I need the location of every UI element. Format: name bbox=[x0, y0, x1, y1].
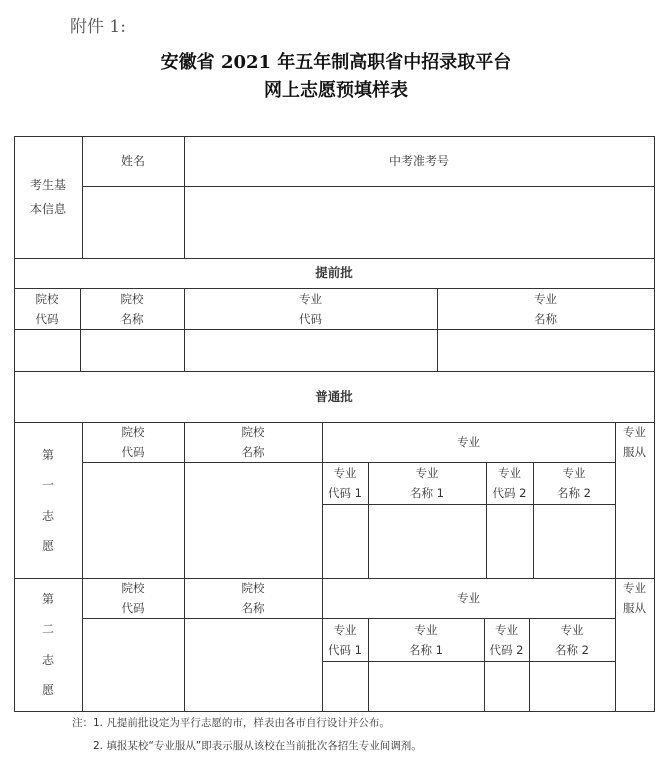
header-line: 名称 bbox=[120, 311, 144, 326]
attachment-label: 附件 1: bbox=[70, 17, 126, 37]
second-major-name1-field[interactable] bbox=[369, 662, 483, 710]
basic-info-label bbox=[14, 136, 82, 258]
header-line: 院校 bbox=[121, 425, 145, 439]
second-major-code2-field[interactable] bbox=[485, 662, 528, 710]
header-line: 代码 bbox=[121, 601, 145, 615]
first-school-code-field[interactable] bbox=[83, 463, 183, 577]
header-line: 服从 bbox=[623, 445, 646, 459]
exam-number-label-text: 中考准考号 bbox=[388, 154, 449, 168]
header-line: 专业 bbox=[560, 622, 584, 637]
header-line: 名称 1 bbox=[409, 642, 443, 657]
first-major-code2-header bbox=[486, 462, 533, 504]
header-line: 专业 bbox=[414, 622, 438, 637]
header-line: 代码 bbox=[35, 311, 59, 326]
first-major-name1-header bbox=[368, 462, 486, 504]
second-obey-header bbox=[615, 578, 654, 618]
choice-char: 二 bbox=[41, 622, 54, 637]
header-line: 代码 1 bbox=[328, 486, 362, 500]
basic-info-label-line1: 考生基 bbox=[29, 178, 66, 192]
second-school-name-field[interactable] bbox=[185, 619, 321, 710]
choice-char: 志 bbox=[41, 652, 54, 667]
header-line: 院校 bbox=[241, 425, 265, 439]
header-line: 名称 1 bbox=[410, 486, 444, 500]
exam-number-field[interactable] bbox=[185, 187, 653, 257]
name-label-text: 姓名 bbox=[120, 154, 145, 168]
second-major-name1-header bbox=[368, 618, 484, 661]
first-major-code1-header bbox=[322, 462, 368, 504]
header-line: 专业 bbox=[457, 435, 480, 449]
second-choice-label bbox=[14, 590, 82, 698]
first-choice-label bbox=[14, 446, 82, 554]
header-line: 专业 bbox=[415, 466, 439, 480]
header-line: 代码 1 bbox=[328, 642, 362, 657]
advance-major-code-header bbox=[184, 288, 437, 329]
header-line: 专业 bbox=[333, 622, 357, 637]
header-line: 院校 bbox=[35, 291, 59, 306]
header-line: 服从 bbox=[623, 601, 646, 615]
header-line: 专业 bbox=[457, 591, 480, 605]
choice-char: 愿 bbox=[41, 538, 54, 553]
name-field[interactable] bbox=[83, 187, 183, 257]
second-school-name-header bbox=[184, 578, 322, 618]
header-line: 名称 bbox=[241, 445, 265, 459]
header-line: 专业 bbox=[562, 466, 586, 480]
note-2: 2. 填报某校“专业服从”即表示服从该校在当前批次各招生专业间调剂。 bbox=[93, 740, 422, 752]
header-line: 专业 bbox=[498, 466, 521, 480]
first-major-name2-field[interactable] bbox=[534, 505, 614, 577]
second-major-code2-header bbox=[484, 618, 529, 661]
header-line: 院校 bbox=[120, 291, 144, 306]
header-line: 院校 bbox=[241, 581, 265, 595]
header-line: 专业 bbox=[333, 466, 357, 480]
header-line: 专业 bbox=[623, 581, 646, 595]
advance-school-name-field[interactable] bbox=[81, 330, 183, 370]
advance-major-code-field[interactable] bbox=[185, 330, 436, 370]
first-major-code1-field[interactable] bbox=[323, 505, 367, 577]
first-major-header bbox=[322, 422, 615, 462]
regular-batch-title bbox=[14, 371, 654, 422]
basic-info-label-line2: 本信息 bbox=[29, 202, 66, 216]
choice-char: 第 bbox=[41, 592, 54, 606]
advance-school-code-field[interactable] bbox=[15, 330, 79, 370]
header-line: 名称 2 bbox=[557, 486, 591, 500]
choice-char: 一 bbox=[41, 478, 54, 493]
advance-major-name-header bbox=[437, 288, 654, 329]
header-line: 专业 bbox=[623, 425, 646, 439]
second-obey-field[interactable] bbox=[616, 619, 653, 710]
choice-char: 第 bbox=[41, 448, 54, 462]
advance-school-name-header bbox=[80, 288, 184, 329]
name-label bbox=[82, 136, 184, 186]
first-school-name-header bbox=[184, 422, 322, 462]
first-major-name2-header bbox=[533, 462, 615, 504]
first-obey-field[interactable] bbox=[616, 463, 653, 577]
choice-char: 愿 bbox=[41, 682, 54, 697]
header-line: 代码 2 bbox=[492, 486, 527, 500]
second-school-code-header bbox=[82, 578, 184, 618]
first-school-name-field[interactable] bbox=[185, 463, 321, 577]
first-obey-header bbox=[615, 422, 654, 462]
regular-batch-title-text: 普通批 bbox=[315, 388, 353, 404]
header-line: 名称 bbox=[241, 601, 265, 615]
header-line: 名称 2 bbox=[555, 642, 589, 657]
second-school-code-field[interactable] bbox=[83, 619, 183, 710]
form-title-line2: 网上志愿预填样表 bbox=[264, 80, 408, 101]
second-major-header bbox=[322, 578, 615, 618]
exam-number-label bbox=[184, 136, 654, 186]
form-title-line1: 安徽省 2021 年五年制高职省中招录取平台 bbox=[160, 52, 512, 73]
first-major-code2-field[interactable] bbox=[487, 505, 532, 577]
advance-major-name-field[interactable] bbox=[438, 330, 653, 370]
note-1: 注：1. 凡提前批设定为平行志愿的市，样表由各市自行设计并公布。 bbox=[72, 717, 390, 729]
advance-batch-title-text: 提前批 bbox=[315, 265, 353, 280]
choice-char: 志 bbox=[41, 508, 54, 523]
header-line: 代码 bbox=[121, 445, 145, 459]
header-line: 代码 bbox=[299, 311, 322, 326]
header-line: 专业 bbox=[495, 622, 518, 637]
second-major-name2-header bbox=[529, 618, 615, 661]
advance-school-code-header bbox=[14, 288, 80, 329]
header-line: 院校 bbox=[121, 581, 145, 595]
header-line: 名称 bbox=[534, 311, 557, 326]
second-major-code1-header bbox=[322, 618, 368, 661]
first-school-code-header bbox=[82, 422, 184, 462]
advance-batch-title bbox=[14, 258, 654, 288]
header-line: 代码 2 bbox=[489, 642, 524, 657]
header-line: 专业 bbox=[534, 291, 557, 306]
first-major-name1-field[interactable] bbox=[369, 505, 485, 577]
second-major-name2-field[interactable] bbox=[530, 662, 614, 710]
header-line: 专业 bbox=[299, 291, 322, 306]
second-major-code1-field[interactable] bbox=[323, 662, 367, 710]
